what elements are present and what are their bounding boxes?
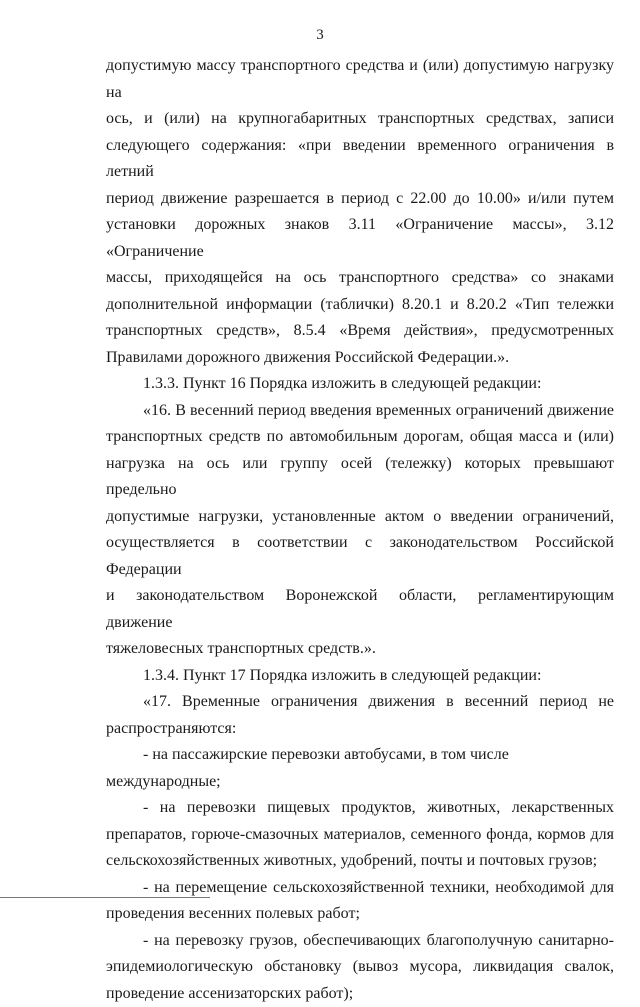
text-line: допустимые нагрузки, установленные актом о введении ограничений, — [106, 504, 614, 531]
text-line: тяжеловесных транспортных средств.». — [106, 636, 614, 663]
text-line: период движение разрешается в период с 22.00 до 10.00» и/или путем — [106, 186, 614, 213]
text-line: нагрузка на ось или группу осей (тележку) которых превышают предельно — [106, 451, 614, 504]
text-line: - на перемещение сельскохозяйственной техники, необходимой для — [106, 875, 614, 902]
document-body — [106, 53, 614, 1007]
text-line: 1.3.4. Пункт 17 Порядка изложить в следующей редакции: — [106, 663, 614, 690]
text-line: осуществляется в соответствии с законодательством Российской Федерации — [106, 530, 614, 583]
footer-rule — [0, 897, 210, 898]
text-line: Правилами дорожного движения Российской Федерации.». — [106, 345, 614, 372]
text-line: проведение ассенизаторских работ); — [106, 981, 614, 1007]
text-line: - на перевозку грузов, обеспечивающих благополучную санитарно- — [106, 928, 614, 955]
text-line: проведения весенних полевых работ; — [106, 901, 614, 928]
text-line: 1.3.3. Пункт 16 Порядка изложить в следующей редакции: — [106, 371, 614, 398]
text-line: препаратов, горюче-смазочных материалов, семенного фонда, кормов для — [106, 822, 614, 849]
text-line: «16. В весенний период введения временных ограничений движение — [106, 398, 614, 425]
text-line: сельскохозяйственных животных, удобрений, почты и почтовых грузов; — [106, 848, 614, 875]
text-line: дополнительной информации (таблички) 8.20.1 и 8.20.2 «Тип тележки — [106, 292, 614, 319]
text-line: допустимую массу транспортного средства и (или) допустимую нагрузку на — [106, 53, 614, 106]
text-line: массы, приходящейся на ось транспортного средства» со знаками — [106, 265, 614, 292]
text-line: установки дорожных знаков 3.11 «Ограничение массы», 3.12 «Ограничение — [106, 212, 614, 265]
text-line: распространяются: — [106, 716, 614, 743]
text-line: - на перевозки пищевых продуктов, животных, лекарственных — [106, 795, 614, 822]
page-number: 3 — [0, 27, 640, 44]
text-line: «17. Временные ограничения движения в весенний период не — [106, 689, 614, 716]
text-line: следующего содержания: «при введении временного ограничения в летний — [106, 133, 614, 186]
text-line: - на пассажирские перевозки автобусами, в том числе международные; — [106, 742, 614, 795]
text-line: транспортных средств», 8.5.4 «Время действия», предусмотренных — [106, 318, 614, 345]
text-line: эпидемиологическую обстановку (вывоз мусора, ликвидация свалок, — [106, 954, 614, 981]
text-line: транспортных средств по автомобильным дорогам, общая масса и (или) — [106, 424, 614, 451]
text-line: и законодательством Воронежской области, регламентирующим движение — [106, 583, 614, 636]
text-line: ось, и (или) на крупногабаритных транспортных средствах, записи — [106, 106, 614, 133]
